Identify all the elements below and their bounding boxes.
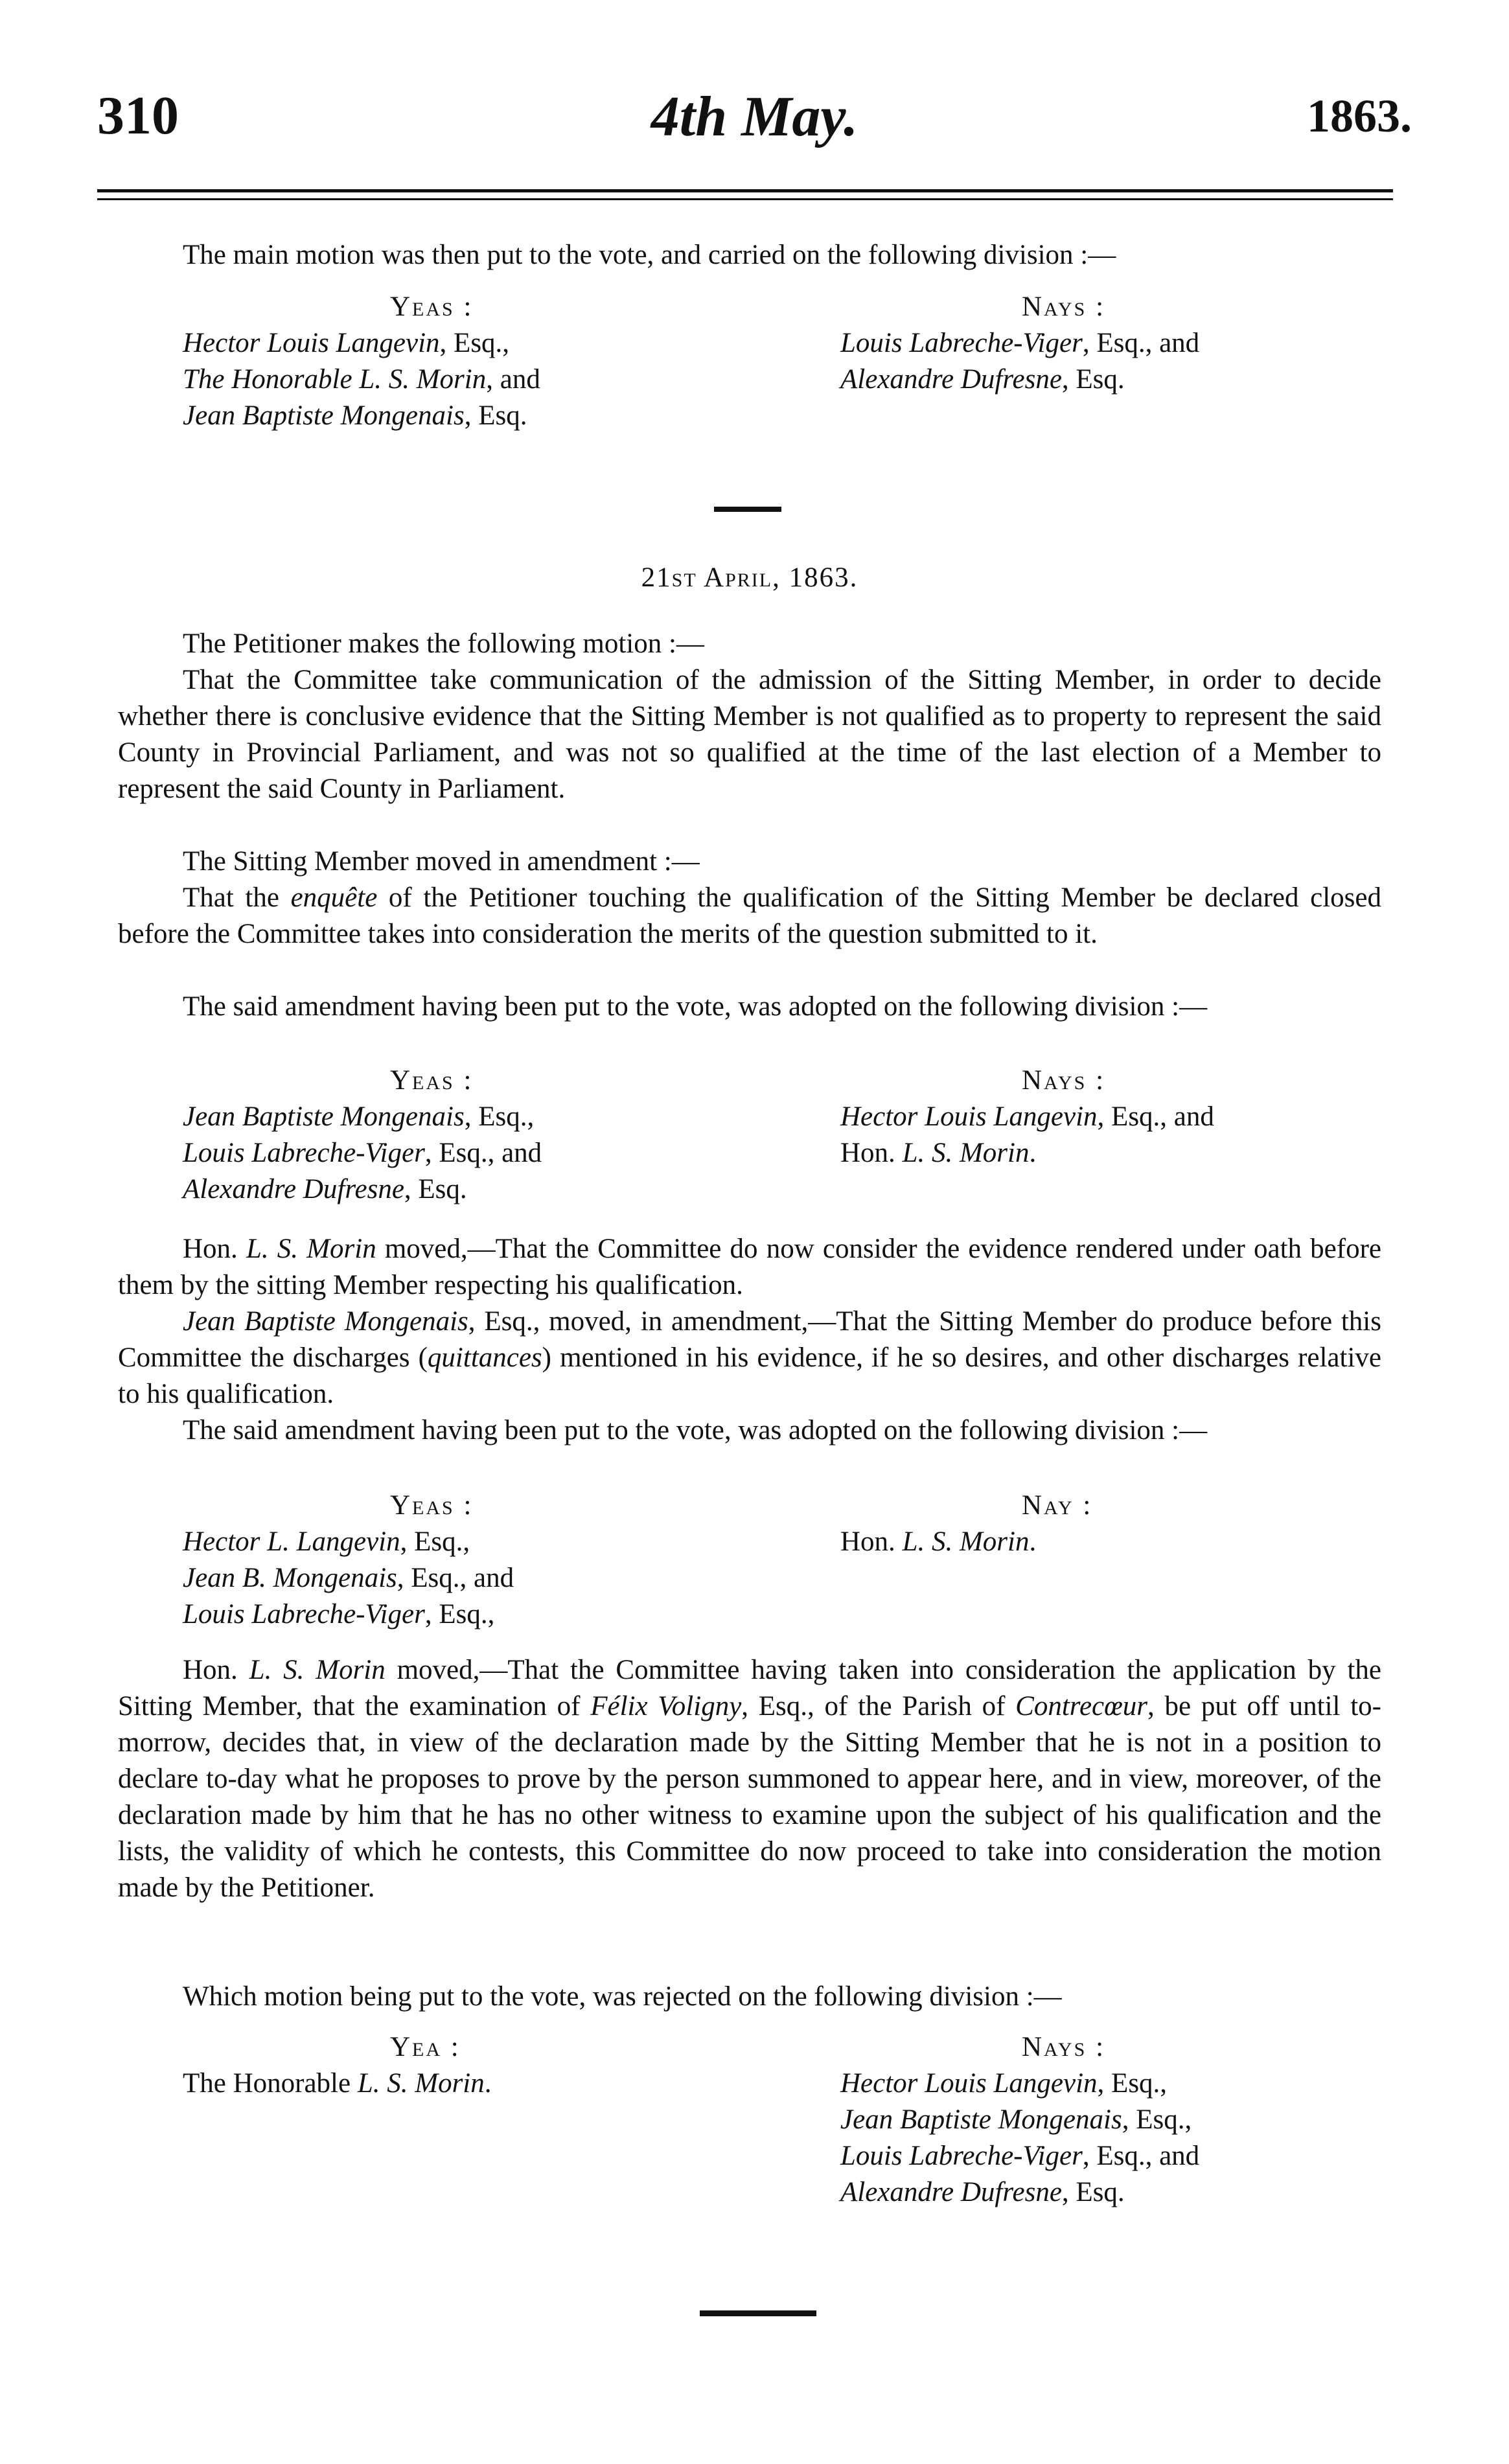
voter-name: Hon. L. S. Morin. bbox=[840, 1526, 1037, 1557]
header-year: 1863. bbox=[1307, 90, 1412, 142]
paragraph-morin-motion: Hon. L. S. Morin moved,—That the Committee do now consider the evidence rendered under oath before them by the sitting Member respecting his qualification. bbox=[118, 1234, 1381, 1300]
voter-name: Jean B. Mongenais, Esq., and bbox=[183, 1563, 514, 1593]
yea-heading: Yea : bbox=[390, 2032, 461, 2062]
paragraph-amendment-text: That the enquête of the Petitioner touching the qualification of the Sitting Member be declared closed before the Committee takes into consideration the merits of the question submitted to it. bbox=[118, 882, 1381, 949]
yeas-heading: Yeas : bbox=[390, 1490, 474, 1521]
voter-name: Alexandre Dufresne, Esq. bbox=[840, 364, 1125, 395]
header-rule-thick bbox=[97, 189, 1393, 192]
yeas-column bbox=[183, 289, 766, 434]
paragraph-mongenais-amendment: Jean Baptiste Mongenais, Esq., moved, in amendment,—That the Sitting Member do produce before this Committee the discharges (quittances) mentioned in his evidence, if he so desires, and other discharges relative to his qualification. bbox=[118, 1306, 1382, 1409]
paragraph-petitioner-motion: The Petitioner makes the following motion :— bbox=[183, 628, 704, 659]
date-heading: 21st April, 1863. bbox=[641, 562, 858, 593]
voter-name: Jean Baptiste Mongenais, Esq., bbox=[840, 2104, 1192, 2135]
yeas-column bbox=[183, 1063, 766, 1208]
nays-column bbox=[840, 1063, 1391, 1171]
voter-name: Hon. L. S. Morin. bbox=[840, 1138, 1037, 1168]
section-divider bbox=[714, 507, 781, 512]
voter-name: The Honorable L. S. Morin. bbox=[183, 2068, 492, 2099]
voter-name: Hector L. Langevin, Esq., bbox=[183, 1526, 470, 1557]
yeas-column bbox=[183, 1488, 766, 1633]
end-divider bbox=[700, 2310, 816, 2316]
voter-name: Jean Baptiste Mongenais, Esq., bbox=[183, 1101, 535, 1132]
voter-name: Hector Louis Langevin, Esq., bbox=[183, 328, 510, 358]
nay-heading: Nay : bbox=[1022, 1490, 1093, 1521]
nays-heading: Nays : bbox=[1022, 2032, 1106, 2062]
voter-name: Hector Louis Langevin, Esq., bbox=[840, 2068, 1168, 2099]
voter-name: Jean Baptiste Mongenais, Esq. bbox=[183, 400, 527, 431]
nays-column bbox=[840, 2029, 1391, 2211]
voter-name: Alexandre Dufresne, Esq. bbox=[840, 2177, 1125, 2207]
nays-heading: Nays : bbox=[1022, 1065, 1106, 1096]
yeas-heading: Yeas : bbox=[390, 292, 474, 322]
voter-name: Louis Labreche-Viger, Esq., and bbox=[183, 1138, 542, 1168]
running-title: 4th May. bbox=[651, 86, 858, 148]
voter-name: Louis Labreche-Viger, Esq., bbox=[183, 1599, 495, 1629]
running-header bbox=[97, 84, 1412, 162]
paragraph-amendment-vote: The said amendment having been put to the vote, was adopted on the following division :— bbox=[183, 991, 1208, 1022]
nays-column bbox=[840, 289, 1391, 398]
paragraph-motion-text: That the Committee take communication of the admission of the Sitting Member, in order to decide whether there is conclusive evidence that the Sitting Member is not qualified as to property to represent the said County in Provincial Parliament, and was not so qualified at the time of the last election of a Member to represent the said County in Parliament. bbox=[118, 665, 1381, 804]
voter-name: The Honorable L. S. Morin, and bbox=[183, 364, 540, 395]
voter-name: Louis Labreche-Viger, Esq., and bbox=[840, 328, 1200, 358]
paragraph-rejected-vote: Which motion being put to the vote, was rejected on the following division :— bbox=[183, 1981, 1062, 2012]
page-number: 310 bbox=[97, 86, 179, 146]
voter-name: Alexandre Dufresne, Esq. bbox=[183, 1174, 467, 1204]
voter-name: Louis Labreche-Viger, Esq., and bbox=[840, 2141, 1200, 2171]
voter-name: Hector Louis Langevin, Esq., and bbox=[840, 1101, 1214, 1132]
yeas-heading: Yeas : bbox=[390, 1065, 474, 1096]
paragraph-morin-second-motion: Hon. L. S. Morin moved,—That the Committee having taken into consideration the application by the Sitting Member, that the examination of Félix Voligny, Esq., of the Parish of Contrecœur, be put off until to-morrow, decides that, in view of the declaration made by the Sitting Member that he is not in a position to declare to-day what he proposes to prove by the person summoned to appear here, and in view, moreover, of the declaration made by him that he has no other witness to examine upon the subject of his qualification and the lists, the validity of which he contests, this Committee do now proceed to take into consideration the motion made by the Petitioner. bbox=[118, 1655, 1382, 1903]
paragraph-amendment-intro: The Sitting Member moved in amendment :— bbox=[183, 846, 700, 877]
paragraph-amendment-vote-2: The said amendment having been put to the vote, was adopted on the following division :— bbox=[183, 1415, 1208, 1445]
yeas-column bbox=[183, 2029, 766, 2102]
nays-heading: Nays : bbox=[1022, 292, 1106, 322]
header-rule-thin bbox=[97, 198, 1393, 200]
nays-column bbox=[840, 1488, 1391, 1560]
paragraph-main-motion: The main motion was then put to the vote, and carried on the following division :— bbox=[183, 240, 1116, 270]
